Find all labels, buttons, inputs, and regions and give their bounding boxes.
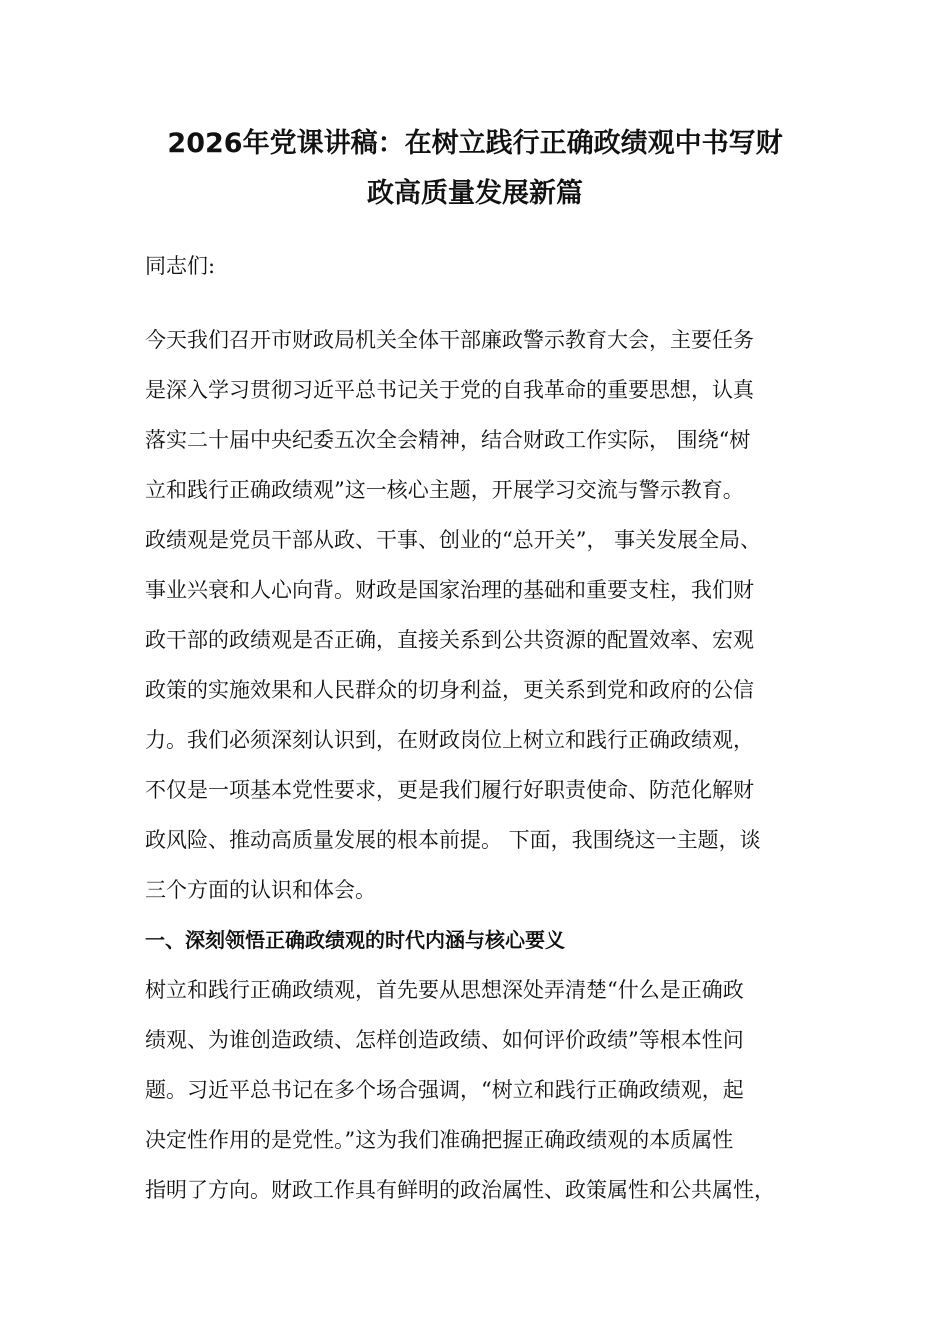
intro-line-3: 落实二十届中央纪委五次全会精神，结合财政工作实际， 围绕“树: [145, 428, 751, 452]
intro-line-7: 政干部的政绩观是否正确，直接关系到公共资源的配置效率、宏观: [145, 628, 754, 652]
intro-line-2: 是深入学习贯彻习近平总书记关于党的自我革命的重要思想，认真: [145, 378, 754, 402]
document-title-line-1: 2026年党课讲稿：在树立践行正确政绩观中书写财: [167, 128, 783, 159]
intro-line-11: 政风险、推动高质量发展的根本前提。 下面，我围绕这一主题，谈: [145, 828, 761, 852]
section-1-line-2: 绩观、为谁创造政绩、怎样创造政绩、如何评价政绩”等根本性问: [145, 1028, 744, 1052]
intro-line-5: 政绩观是党员干部从政、干事、创业的“总开关”， 事关发展全局、: [145, 528, 762, 552]
section-1-line-1: 树立和践行正确政绩观，首先要从思想深处弄清楚“什么是正确政: [145, 978, 744, 1002]
intro-line-1: 今天我们召开市财政局机关全体干部廉政警示教育大会，主要任务: [145, 328, 754, 352]
intro-line-10: 不仅是一项基本党性要求，更是我们履行好职责使命、防范化解财: [145, 778, 754, 802]
section-1-line-4: 决定性作用的是党性。”这为我们准确把握正确政绩观的本质属性: [145, 1128, 734, 1152]
intro-line-9: 力。我们必须深刻认识到，在财政岗位上树立和践行正确政绩观，: [145, 728, 754, 752]
intro-line-12: 三个方面的认识和体会。: [145, 878, 376, 902]
intro-line-6: 事业兴衰和人心向背。财政是国家治理的基础和重要支柱，我们财: [145, 578, 754, 602]
salutation: 同志们:: [145, 254, 216, 278]
document-title-line-2: 政高质量发展新篇: [367, 178, 583, 209]
section-1-heading: 一、深刻领悟正确政绩观的时代内涵与核心要义: [145, 928, 565, 952]
section-1-line-5: 指明了方向。财政工作具有鲜明的政治属性、政策属性和公共属性，: [145, 1178, 775, 1202]
intro-line-4: 立和践行正确政绩观”这一核心主题，开展学习交流与警示教育。: [145, 478, 744, 502]
intro-line-8: 政策的实施效果和人民群众的切身利益，更关系到党和政府的公信: [145, 678, 754, 702]
section-1-line-3: 题。习近平总书记在多个场合强调，“树立和践行正确政绩观，起: [145, 1078, 744, 1102]
